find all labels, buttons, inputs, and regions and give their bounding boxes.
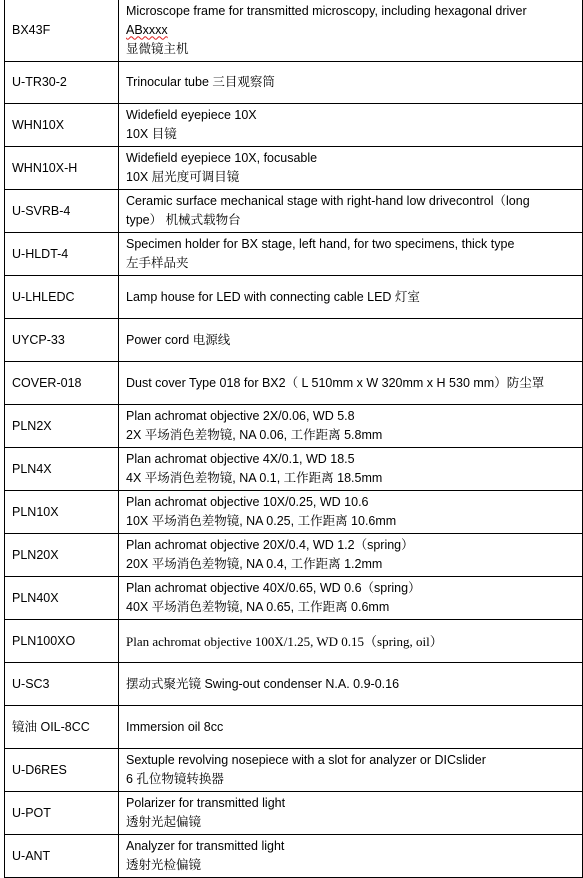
table-row — [5, 190, 583, 233]
description-line: Microscope frame for transmitted microscopy, including hexagonal driver — [126, 3, 527, 18]
description-line: Plan achromat objective 40X/0.65, WD 0.6（spring） — [126, 581, 421, 595]
part-code: PLN20X — [5, 534, 119, 577]
description-line: 显微镜主机 — [126, 41, 189, 56]
table-row — [5, 620, 583, 663]
part-description — [119, 663, 583, 706]
description-line: Plan achromat objective 2X/0.06, WD 5.8 — [126, 409, 355, 423]
part-code: U-D6RES — [5, 749, 119, 792]
description-line: Specimen holder for BX stage, left hand, for two specimens, thick type — [126, 237, 515, 251]
part-code: WHN10X — [5, 104, 119, 147]
part-description — [119, 749, 583, 792]
part-code: U-SVRB-4 — [5, 190, 119, 233]
table-row — [5, 491, 583, 534]
description-line: Plan achromat objective 4X/0.1, WD 18.5 — [126, 452, 355, 466]
part-description — [119, 362, 583, 405]
part-description — [119, 577, 583, 620]
description-line: Widefield eyepiece 10X — [126, 108, 257, 122]
part-description — [119, 319, 583, 362]
description-line: ABxxxx — [126, 22, 168, 37]
table-row — [5, 276, 583, 319]
part-description — [119, 706, 583, 749]
part-code: PLN4X — [5, 448, 119, 491]
part-code: PLN2X — [5, 405, 119, 448]
description-line: 20X 平场消色差物镜, NA 0.4, 工作距离 1.2mm — [126, 557, 383, 571]
table-row — [5, 534, 583, 577]
table-row — [5, 147, 583, 190]
part-description — [119, 405, 583, 448]
part-description — [119, 147, 583, 190]
table-row — [5, 663, 583, 706]
part-description — [119, 233, 583, 276]
part-code: PLN10X — [5, 491, 119, 534]
description-line: 左手样品夹 — [126, 256, 189, 270]
description-line: Plan achromat objective 100X/1.25, WD 0.15（spring, oil） — [126, 633, 443, 649]
part-code: PLN100XO — [5, 620, 119, 663]
part-description — [119, 835, 583, 878]
part-code: U-LHLEDC — [5, 276, 119, 319]
table-row — [5, 0, 583, 62]
part-description — [119, 104, 583, 147]
table-row — [5, 362, 583, 405]
description-line: 40X 平场消色差物镜, NA 0.65, 工作距离 0.6mm — [126, 600, 390, 614]
description-line: 10X 平场消色差物镜, NA 0.25, 工作距离 10.6mm — [126, 514, 397, 528]
table-row — [5, 405, 583, 448]
part-code: 镜油 OIL-8CC — [5, 706, 119, 749]
description-line: 6 孔位物镜转换器 — [126, 772, 224, 786]
table-row — [5, 233, 583, 276]
part-description — [119, 792, 583, 835]
part-description — [119, 190, 583, 233]
description-line: Power cord 电源线 — [126, 332, 231, 347]
table-row — [5, 706, 583, 749]
table-row — [5, 104, 583, 147]
part-code: U-TR30-2 — [5, 62, 119, 104]
description-line: 摆动式聚光镜 Swing-out condenser N.A. 0.9-0.16 — [126, 676, 400, 691]
part-description — [119, 491, 583, 534]
description-line: 透射光检偏镜 — [126, 858, 202, 872]
description-line: Sextuple revolving nosepiece with a slot for analyzer or DICslider — [126, 753, 486, 767]
part-code: U-HLDT-4 — [5, 233, 119, 276]
description-line: Trinocular tube 三目观察筒 — [126, 75, 275, 89]
part-description — [119, 620, 583, 663]
description-line: 10X 目镜 — [126, 127, 177, 141]
part-code: U-POT — [5, 792, 119, 835]
description-line: Plan achromat objective 10X/0.25, WD 10.6 — [126, 495, 369, 509]
table-row — [5, 319, 583, 362]
description-line: Dust cover Type 018 for BX2（ L 510mm x W 320mm x H 530 mm）防尘罩 — [126, 375, 545, 390]
table-row — [5, 749, 583, 792]
part-code: U-SC3 — [5, 663, 119, 706]
part-description — [119, 448, 583, 491]
description-line: Immersion oil 8cc — [126, 719, 224, 734]
description-line: 10X 屈光度可调目镜 — [126, 170, 240, 184]
table-row — [5, 792, 583, 835]
description-line: Lamp house for LED with connecting cable LED 灯室 — [126, 289, 420, 304]
description-line: Polarizer for transmitted light — [126, 796, 286, 810]
description-line: Analyzer for transmitted light — [126, 839, 285, 853]
part-code: WHN10X-H — [5, 147, 119, 190]
description-line: Ceramic surface mechanical stage with right-hand low drivecontrol（long — [126, 194, 530, 208]
description-line: 透射光起偏镜 — [126, 815, 202, 829]
part-code: PLN40X — [5, 577, 119, 620]
part-code: UYCP-33 — [5, 319, 119, 362]
part-description — [119, 276, 583, 319]
table-row — [5, 62, 583, 104]
parts-table — [4, 0, 583, 878]
description-line: Plan achromat objective 20X/0.4, WD 1.2（spring） — [126, 538, 414, 552]
part-code: U-ANT — [5, 835, 119, 878]
description-line: Widefield eyepiece 10X, focusable — [126, 151, 318, 165]
table-row — [5, 835, 583, 878]
table-row — [5, 448, 583, 491]
part-code: COVER-018 — [5, 362, 119, 405]
description-line: 4X 平场消色差物镜, NA 0.1, 工作距离 18.5mm — [126, 471, 383, 485]
part-description — [119, 0, 583, 62]
part-description — [119, 534, 583, 577]
table-row — [5, 577, 583, 620]
part-code: BX43F — [5, 0, 119, 62]
description-line: 2X 平场消色差物镜, NA 0.06, 工作距离 5.8mm — [126, 428, 383, 442]
part-description — [119, 62, 583, 104]
description-line: type） 机械式载物台 — [126, 213, 241, 227]
